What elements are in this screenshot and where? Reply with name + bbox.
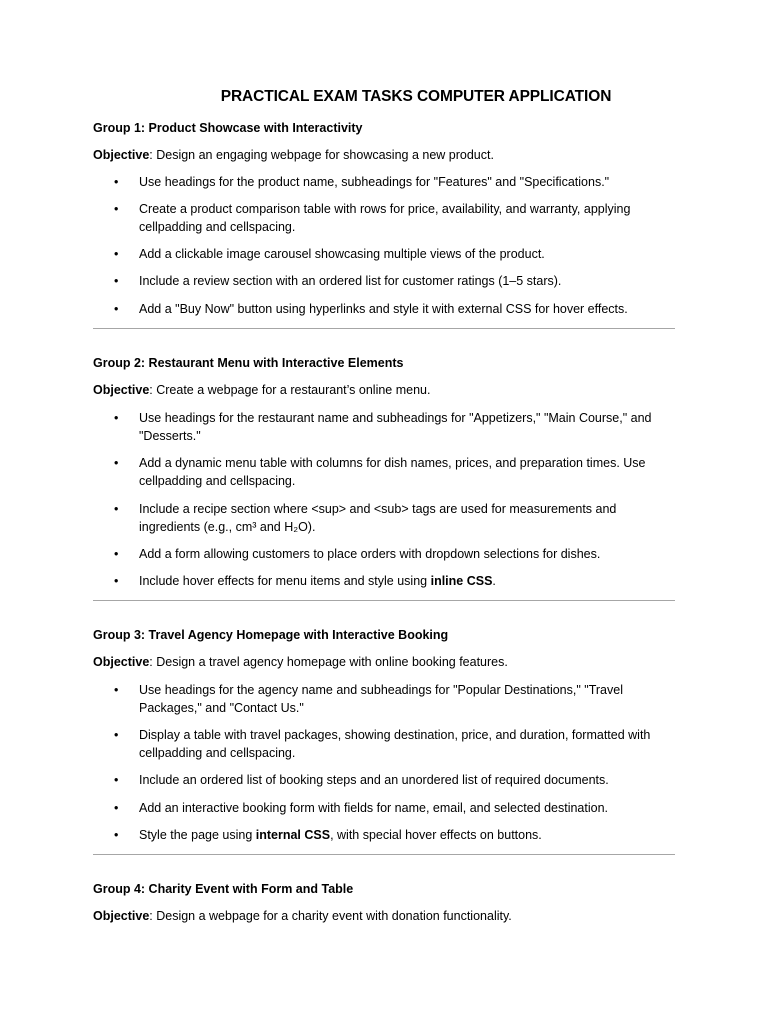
objective-text: : Create a webpage for a restaurant’s online menu. [149,383,431,397]
objective-label: Objective [93,383,150,397]
group-2-bullet-3 [114,501,674,536]
document-title: PRACTICAL EXAM TASKS COMPUTER APPLICATION [220,88,612,105]
bullet-icon: • [114,728,119,742]
bullet-text: Add a dynamic menu table with columns for dish names, prices, and preparation times. Use cellpadding and cellspacing. [139,456,646,488]
group-1-bullet-5 [114,301,674,319]
group-4-objective [93,909,512,923]
bullet-text: Add a "Buy Now" button using hyperlinks and style it with external CSS for hover effects. [139,302,628,316]
bullet-icon: • [114,828,119,842]
group-1-objective [93,148,494,162]
group-2-bullet-5 [114,573,674,591]
section-divider [93,600,675,601]
group-3-bullet-1 [114,682,674,717]
group-1-heading: Group 1: Product Showcase with Interactivity [93,121,363,135]
bullet-text: Include a recipe section where <sup> and <sub> tags are used for measurements and ingredients (e.g., cm³ and H₂O). [139,502,617,534]
objective-text: : Design a travel agency homepage with online booking features. [149,655,508,669]
group-2-objective [93,383,430,397]
bullet-text-pre: Include hover effects for menu items and style using [139,574,431,588]
group-4-heading: Group 4: Charity Event with Form and Table [93,882,354,896]
bullet-text [139,827,674,845]
group-1-bullet-2 [114,201,674,236]
bullet-text-post: . [492,574,496,588]
bullet-text: Include an ordered list of booking steps and an unordered list of required documents. [139,773,609,787]
bullet-text: Add a clickable image carousel showcasing multiple views of the product. [139,247,545,261]
group-3-bullet-4 [114,800,674,818]
objective-text: : Design an engaging webpage for showcasing a new product. [149,148,494,162]
bullet-text: Use headings for the restaurant name and subheadings for "Appetizers," "Main Course," and "Desserts." [139,411,652,443]
bullet-text [139,573,674,591]
bullet-text: Use headings for the product name, subheadings for "Features" and "Specifications." [139,175,610,189]
bullet-text: Add an interactive booking form with fields for name, email, and selected destination. [139,801,609,815]
bullet-icon: • [114,274,119,288]
bullet-icon: • [114,773,119,787]
objective-label: Objective [93,655,150,669]
bullet-icon: • [114,574,119,588]
group-2-bullet-4 [114,546,674,564]
section-divider [93,854,675,855]
group-3-bullet-3 [114,772,674,790]
group-2-bullet-1 [114,410,674,445]
group-2-bullet-2 [114,455,674,490]
bullet-text-bold: inline CSS [430,574,493,588]
bullet-icon: • [114,202,119,216]
objective-text: : Design a webpage for a charity event with donation functionality. [149,909,512,923]
bullet-icon: • [114,801,119,815]
group-1-bullet-3 [114,246,674,264]
bullet-icon: • [114,175,119,189]
bullet-text: Display a table with travel packages, showing destination, price, and duration, formatted with cellpadding and cellspacing. [139,728,651,760]
group-1-bullet-1 [114,174,674,192]
bullet-icon: • [114,302,119,316]
bullet-text: Include a review section with an ordered list for customer ratings (1–5 stars). [139,274,562,288]
section-divider [93,328,675,329]
group-3-objective [93,655,508,669]
group-3-bullet-2 [114,727,674,762]
bullet-icon: • [114,411,119,425]
group-3-heading: Group 3: Travel Agency Homepage with Interactive Booking [93,628,449,642]
bullet-text-pre: Style the page using [139,828,256,842]
bullet-icon: • [114,502,119,516]
bullet-icon: • [114,456,119,470]
bullet-text-post: , with special hover effects on buttons. [330,828,542,842]
bullet-icon: • [114,547,119,561]
bullet-text-bold: internal CSS [255,828,331,842]
group-3-bullet-5 [114,827,674,845]
group-2-heading: Group 2: Restaurant Menu with Interactive Elements [93,356,404,370]
bullet-text: Use headings for the agency name and subheadings for "Popular Destinations," "Travel Packages," and "Contact Us." [139,683,623,715]
objective-label: Objective [93,148,150,162]
bullet-icon: • [114,683,119,697]
group-1-bullet-4 [114,273,674,291]
bullet-text: Create a product comparison table with rows for price, availability, and warranty, applying cellpadding and cellspacing. [139,202,631,234]
objective-label: Objective [93,909,150,923]
bullet-text: Add a form allowing customers to place orders with dropdown selections for dishes. [139,547,601,561]
bullet-icon: • [114,247,119,261]
